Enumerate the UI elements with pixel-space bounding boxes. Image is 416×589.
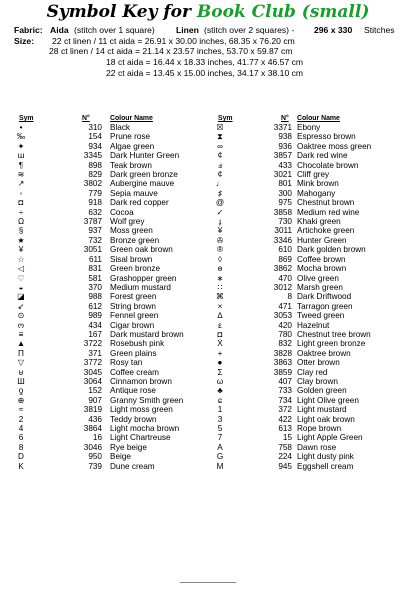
number-cell: 898 — [88, 160, 102, 170]
number-cell: 934 — [88, 141, 102, 151]
colour-name-cell: Ebony — [297, 123, 321, 132]
symbol-cell: ∆ — [217, 311, 223, 321]
symbol-cell: ≋ — [17, 170, 25, 180]
table-row — [0, 396, 416, 405]
symbol-cell: ¢ — [217, 170, 223, 180]
number-cell: 3053 — [273, 311, 292, 321]
symbol-cell: ↗ — [17, 179, 25, 189]
table-row — [0, 208, 416, 217]
size-row — [14, 57, 414, 68]
number-cell: 372 — [278, 405, 292, 415]
colour-name-cell: Dune cream — [110, 461, 155, 471]
table-row — [0, 151, 416, 160]
fabric-row — [14, 25, 414, 36]
symbol-cell: ▽ — [17, 358, 25, 368]
colour-name-cell: Dark mustard brown — [110, 329, 184, 339]
symbol-cell: ♯ — [217, 188, 223, 198]
number-cell: 732 — [88, 235, 102, 245]
table-row — [0, 198, 416, 207]
colour-name-cell: Prune rose — [110, 132, 151, 142]
colour-name-cell: Light dusty pink — [297, 452, 354, 462]
colour-name-cell: Rosy tan — [110, 358, 143, 368]
colour-name-cell: Khaki green — [297, 217, 341, 227]
number-cell: 632 — [88, 207, 102, 217]
table-row — [0, 274, 416, 283]
symbol-cell: ✇ — [216, 235, 224, 245]
number-cell: 612 — [88, 301, 102, 311]
symbol-cell: 5 — [217, 424, 223, 433]
colour-name-cell: Dark golden brown — [297, 245, 366, 255]
table-row — [0, 217, 416, 226]
symbol-cell: ¶ — [18, 160, 24, 170]
colour-name-cell: Marsh green — [297, 282, 343, 292]
number-cell: 3819 — [83, 405, 102, 415]
header-sym-right: Sym — [218, 115, 233, 122]
stitches-label: Stitches — [364, 25, 395, 35]
colour-name-cell: Golden green — [297, 386, 347, 396]
number-cell: 436 — [88, 414, 102, 424]
colour-name-cell: Espresso brown — [297, 132, 356, 142]
number-cell: 869 — [278, 254, 292, 264]
symbol-cell: M — [216, 461, 224, 471]
number-cell: 758 — [278, 442, 292, 452]
number-cell: 832 — [278, 339, 292, 349]
symbol-cell: ‰ — [16, 132, 26, 142]
colour-name-cell: Artichoke green — [297, 226, 355, 236]
number-cell: 224 — [278, 452, 292, 462]
number-cell: 581 — [88, 273, 102, 283]
colour-name-cell: String brown — [110, 301, 156, 311]
table-row — [0, 283, 416, 292]
colour-name-cell: Mahogany — [297, 188, 336, 198]
divider — [180, 582, 236, 583]
colour-name-cell: Medium red wine — [297, 207, 360, 217]
table-row — [0, 368, 416, 377]
header-num-right: N° — [281, 115, 289, 122]
symbol-cell: ω — [216, 376, 224, 386]
symbol-cell: ☆ — [17, 254, 25, 264]
colour-name-cell: Tarragon green — [297, 301, 353, 311]
symbol-cell: + — [217, 348, 223, 358]
symbol-cell: • — [19, 123, 23, 132]
size-row — [14, 36, 414, 47]
colour-name-cell: Green oak brown — [110, 245, 173, 255]
size-label: Size: — [14, 35, 35, 46]
number-cell: 3828 — [273, 348, 292, 358]
table-row — [0, 302, 416, 311]
colour-name-cell: Forest green — [110, 292, 157, 302]
symbol-cell: ◁ — [17, 264, 25, 274]
number-cell: 950 — [88, 452, 102, 462]
number-cell: 167 — [88, 329, 102, 339]
number-cell: 975 — [278, 198, 292, 208]
symbol-cell: ★ — [17, 235, 25, 245]
colour-name-cell: Dark Driftwood — [297, 292, 352, 302]
colour-name-cell: Wolf grey — [110, 217, 145, 227]
symbol-cell: ↙ — [17, 301, 25, 311]
table-row — [0, 433, 416, 442]
symbol-cell: ɵ — [217, 264, 223, 274]
table-row — [0, 443, 416, 452]
colour-name-cell: Hazelnut — [297, 320, 330, 330]
colour-name-cell: Light Apple Green — [297, 433, 363, 443]
fabric-label: Fabric: — [14, 25, 43, 35]
symbol-cell: ♩ — [215, 179, 225, 189]
colour-name-cell: Rope brown — [297, 424, 342, 433]
colour-name-cell: Chestnut tree brown — [297, 329, 371, 339]
colour-name-cell: Rosebush pink — [110, 339, 165, 349]
number-cell: 3346 — [273, 235, 292, 245]
symbol-cell: ◪ — [17, 292, 25, 302]
number-cell: 613 — [278, 424, 292, 433]
symbol-cell: ε — [218, 320, 222, 330]
colour-name-cell: Antique rose — [110, 386, 156, 396]
table-row — [0, 161, 416, 170]
symbol-cell: ɕ — [217, 395, 223, 405]
header-name-right: Colour Name — [297, 115, 340, 122]
symbol-cell: ✦ — [17, 141, 25, 151]
colour-name-cell: Sepia mauve — [110, 188, 158, 198]
number-cell: 937 — [88, 226, 102, 236]
symbol-cell: ო — [17, 320, 25, 330]
symbol-cell: ® — [216, 245, 224, 255]
table-row — [0, 321, 416, 330]
number-cell: 420 — [278, 320, 292, 330]
table-row — [0, 415, 416, 424]
colour-name-cell: Teak brown — [110, 160, 152, 170]
number-cell: 3859 — [273, 367, 292, 377]
symbol-cell: ⅎ — [217, 160, 222, 170]
colour-name-cell: Cinnamon brown — [110, 376, 172, 386]
table-row — [0, 311, 416, 320]
table-row — [0, 452, 416, 461]
table-row — [0, 245, 416, 254]
symbol-cell: D — [18, 452, 24, 462]
symbol-cell: ɯ — [17, 151, 25, 161]
number-cell: 3051 — [83, 245, 102, 255]
symbol-cell: ◘ — [217, 329, 223, 339]
number-cell: 3045 — [83, 367, 102, 377]
table-row — [0, 358, 416, 367]
table-row — [0, 255, 416, 264]
symbol-cell: ⊕ — [17, 395, 25, 405]
colour-name-cell: Clay brown — [297, 376, 338, 386]
symbol-cell: ▲ — [16, 339, 26, 349]
number-cell: 945 — [278, 461, 292, 471]
number-cell: 8 — [287, 292, 292, 302]
table-row — [0, 264, 416, 273]
symbol-cell: × — [217, 301, 223, 311]
number-cell: 3864 — [83, 424, 102, 433]
colour-name-cell: Light Chartreuse — [110, 433, 171, 443]
symbol-cell: ◦ — [19, 188, 23, 198]
symbol-cell: ☒ — [216, 123, 224, 132]
colour-name-cell: Algae green — [110, 141, 155, 151]
colour-name-cell: Sisal brown — [110, 254, 153, 264]
symbol-cell: 1 — [217, 405, 223, 415]
number-cell: 907 — [88, 395, 102, 405]
number-cell: 779 — [88, 188, 102, 198]
table-row — [0, 132, 416, 141]
number-cell: 611 — [88, 254, 102, 264]
symbol-cell: ◘ — [18, 198, 24, 208]
page-title — [0, 2, 416, 22]
colour-name-cell: Olive green — [297, 273, 339, 283]
colour-name-cell: Green bronze — [110, 264, 161, 274]
table-row — [0, 377, 416, 386]
colour-name-cell: Hunter Green — [297, 235, 347, 245]
colour-name-cell: Cocoa — [110, 207, 134, 217]
colour-name-cell: Chocolate brown — [297, 160, 359, 170]
symbol-cell: 3 — [217, 414, 223, 424]
symbol-cell: ✓ — [216, 207, 224, 217]
number-cell: 3722 — [83, 339, 102, 349]
symbol-cell: ⌘ — [215, 292, 225, 302]
colour-name-cell: Beige — [110, 452, 131, 462]
number-cell: 3064 — [83, 376, 102, 386]
number-cell: 733 — [278, 386, 292, 396]
symbol-cell: ÷ — [18, 207, 24, 217]
symbol-cell: ≡ — [18, 329, 24, 339]
table-row — [0, 123, 416, 132]
number-cell: 739 — [88, 461, 102, 471]
number-cell: 152 — [88, 386, 102, 396]
number-cell: 3857 — [273, 151, 292, 161]
table-row — [0, 292, 416, 301]
symbol-cell: Ω — [17, 217, 25, 227]
colour-name-cell: Green plains — [110, 348, 157, 358]
colour-name-cell: Aubergine mauve — [110, 179, 175, 189]
number-cell: 3012 — [273, 282, 292, 292]
symbol-cell: @ — [215, 198, 225, 208]
symbol-cell: 2 — [18, 414, 24, 424]
symbol-cell: 8 — [18, 442, 24, 452]
number-cell: 801 — [278, 179, 292, 189]
colour-name-cell: Rye beige — [110, 442, 147, 452]
number-cell: 918 — [88, 198, 102, 208]
number-cell: 829 — [88, 170, 102, 180]
colour-name-cell: Teddy brown — [110, 414, 157, 424]
colour-name-cell: Light oak brown — [297, 414, 355, 424]
colour-name-cell: Fennel green — [110, 311, 159, 321]
colour-name-cell: Otter brown — [297, 358, 340, 368]
symbol-cell: ɟ — [218, 217, 222, 227]
number-cell: 3345 — [83, 151, 102, 161]
symbol-cell: ¥ — [18, 245, 24, 255]
colour-name-cell: Light Olive green — [297, 395, 359, 405]
symbol-cell: 6 — [18, 433, 24, 443]
number-cell: 3772 — [83, 358, 102, 368]
number-cell: 3862 — [273, 264, 292, 274]
table-row — [0, 236, 416, 245]
colour-name-cell: Oaktree brown — [297, 348, 351, 358]
table-row — [0, 189, 416, 198]
symbol-cell: ƍ — [18, 386, 24, 396]
size-row — [14, 46, 414, 57]
symbol-cell: ⧗ — [217, 132, 223, 142]
colour-name-cell: Cigar brown — [110, 320, 155, 330]
table-row — [0, 339, 416, 348]
number-cell: 154 — [88, 132, 102, 142]
colour-name-cell: Light mustard — [297, 405, 347, 415]
number-cell: 3802 — [83, 179, 102, 189]
symbol-cell: ¥ — [217, 226, 223, 236]
number-cell: 936 — [278, 141, 292, 151]
table-row — [0, 179, 416, 188]
number-cell: 3371 — [273, 123, 292, 132]
symbol-cell: ∞ — [217, 141, 223, 151]
colour-name-cell: Tweed green — [297, 311, 345, 321]
number-cell: 370 — [88, 282, 102, 292]
size-line: 22 ct linen / 11 ct aida = 26.91 x 30.00 inches, 68.35 x 76.20 cm — [52, 35, 295, 46]
table-row — [0, 142, 416, 151]
number-cell: 3011 — [274, 226, 292, 236]
table-row — [0, 386, 416, 395]
table-row — [0, 462, 416, 471]
number-cell: 938 — [278, 132, 292, 142]
number-cell: 470 — [278, 273, 292, 283]
table-row — [0, 170, 416, 179]
colour-name-cell: Moss green — [110, 226, 153, 236]
table-row — [0, 405, 416, 414]
number-cell: 780 — [278, 329, 292, 339]
symbol-cell: 4 — [18, 424, 24, 433]
header-sym-left: Sym — [19, 115, 34, 122]
symbol-cell: ● — [217, 358, 223, 368]
colour-name-cell: Granny Smith green — [110, 395, 184, 405]
table-row — [0, 424, 416, 433]
colour-name-cell: Chestnut brown — [297, 198, 355, 208]
symbol-key-table — [0, 123, 416, 471]
number-cell: 422 — [278, 414, 292, 424]
size-line: 22 ct aida = 13.45 x 15.00 inches, 34.17 x 38.10 cm — [106, 67, 304, 78]
number-cell: 371 — [88, 348, 102, 358]
colour-name-cell: Light mocha brown — [110, 424, 180, 433]
number-cell: 471 — [278, 301, 292, 311]
symbol-cell: Ш — [17, 376, 25, 386]
colour-name-cell: Dawn rose — [297, 442, 337, 452]
symbol-cell: ♡ — [17, 273, 25, 283]
header-name-left: Colour Name — [110, 115, 153, 122]
number-cell: 3021 — [273, 170, 292, 180]
colour-name-cell: Mocha brown — [297, 264, 347, 274]
number-cell: 831 — [88, 264, 102, 274]
number-cell: 407 — [278, 376, 292, 386]
colour-name-cell: Medium mustard — [110, 282, 171, 292]
symbol-cell: ⊎ — [18, 367, 24, 377]
colour-name-cell: Mink brown — [297, 179, 339, 189]
colour-name-cell: Dark red copper — [110, 198, 169, 208]
symbol-cell: ♣ — [217, 386, 223, 396]
symbol-cell: ◒ — [18, 282, 24, 292]
colour-name-cell: Bronze green — [110, 235, 160, 245]
colour-name-cell: Cliff grey — [297, 170, 330, 180]
book-title: Book Club (small) — [196, 2, 370, 22]
symbol-cell: Ẋ — [217, 339, 223, 349]
colour-name-cell: Light moss green — [110, 405, 173, 415]
symbol-cell: A — [217, 442, 223, 452]
number-cell: 300 — [278, 188, 292, 198]
aida-label: Aida — [50, 25, 69, 35]
number-cell: 988 — [88, 292, 102, 302]
number-cell: 3046 — [83, 442, 102, 452]
symbol-cell: ≈ — [18, 405, 24, 415]
number-cell: 310 — [88, 123, 102, 132]
stitch-count: 296 x 330 — [314, 25, 353, 35]
colour-name-cell: Clay red — [297, 367, 328, 377]
symbol-cell: ◊ — [217, 254, 223, 264]
colour-name-cell: Dark Hunter Green — [110, 151, 180, 161]
aida-note: (stitch over 1 square) — [74, 25, 155, 35]
colour-name-cell: Coffee brown — [297, 254, 346, 264]
table-row — [0, 349, 416, 358]
number-cell: 3863 — [273, 358, 292, 368]
number-cell: 434 — [88, 320, 102, 330]
fabric-size-info — [14, 25, 414, 78]
number-cell: 433 — [278, 160, 292, 170]
symbol-cell: ¢ — [217, 151, 223, 161]
colour-name-cell: Light green bronze — [297, 339, 366, 349]
symbol-cell: 7 — [217, 433, 223, 443]
symbol-cell: § — [18, 226, 24, 236]
colour-name-cell: Dark red wine — [297, 151, 348, 161]
symbol-cell: G — [216, 452, 224, 462]
number-cell: 3787 — [83, 217, 102, 227]
number-cell: 610 — [278, 245, 292, 255]
size-line: 28 ct linen / 14 ct aida = 21.14 x 23.57 inches, 53.70 x 59.87 cm — [49, 46, 293, 57]
colour-name-cell: Coffee cream — [110, 367, 159, 377]
size-line: 18 ct aida = 16.44 x 18.33 inches, 41.77 x 46.57 cm — [106, 57, 304, 68]
symbol-cell: ∷ — [217, 282, 223, 292]
symbol-cell: Π — [18, 348, 24, 358]
number-cell: 989 — [88, 311, 102, 321]
colour-name-cell: Grashopper green — [110, 273, 177, 283]
symbol-cell: ∗ — [216, 273, 224, 283]
colour-name-cell: Black — [110, 123, 131, 132]
number-cell: 15 — [282, 433, 292, 443]
linen-label: Linen — [176, 25, 199, 35]
symbol-cell: ⊙ — [17, 311, 25, 321]
size-row — [14, 68, 414, 79]
number-cell: 734 — [278, 395, 292, 405]
header-num-left: N° — [82, 115, 90, 122]
number-cell: 3858 — [273, 207, 292, 217]
table-row — [0, 226, 416, 235]
symbol-cell: Σ — [217, 367, 223, 377]
symbol-cell: K — [18, 461, 24, 471]
table-row — [0, 330, 416, 339]
colour-name-cell: Dark green bronze — [110, 170, 178, 180]
colour-name-cell: Oaktree moss green — [297, 141, 372, 151]
number-cell: 16 — [92, 433, 102, 443]
number-cell: 730 — [278, 217, 292, 227]
title-prefix: Symbol Key for — [46, 2, 197, 22]
colour-name-cell: Eggshell cream — [297, 461, 354, 471]
linen-note: (stitch over 2 squares) - — [204, 25, 295, 35]
